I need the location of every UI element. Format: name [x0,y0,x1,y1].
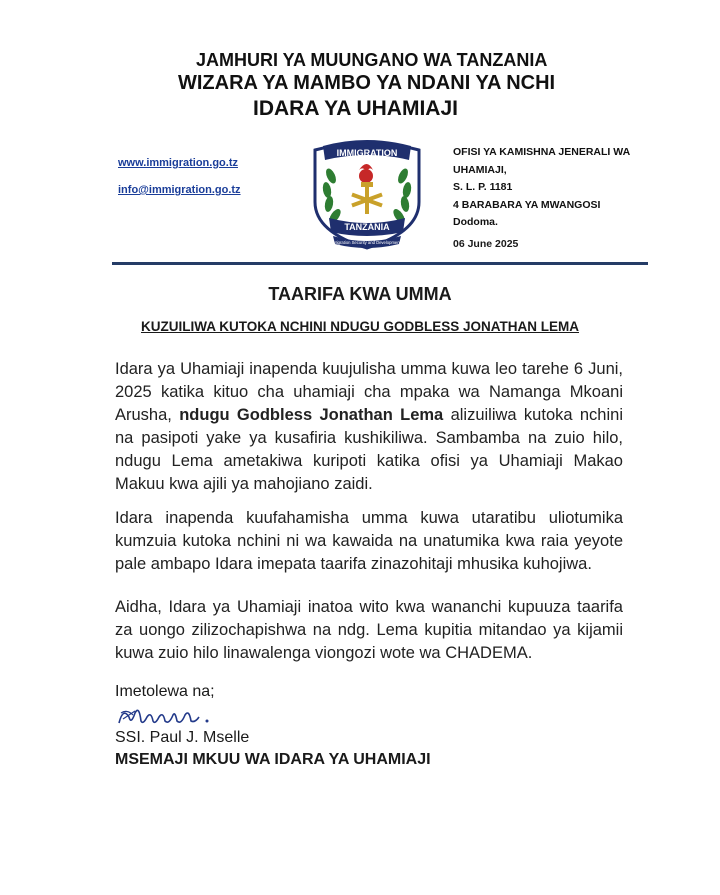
address-block [453,144,630,232]
signatory-role: MSEMAJI MKUU WA IDARA YA UHAMIAJI [115,751,431,768]
address-line-3: S. L. P. 1181 [453,181,513,193]
logo-bottom-text: TANZANIA [344,222,390,232]
address-line-2: UHAMIAJI, [453,163,507,176]
logo-top-text: IMMIGRATION [336,148,398,158]
paragraph-2: Idara inapenda kuufahamisha umma kuwa utaratibu uliotumika kumzuia kutoka nchini ni wa kawaida na unatumika kwa raia yeyote pale ambapo Idara imepata taarifa zinazohitaji mhusika kuhojiwa. [115,509,623,573]
header-divider [112,262,648,265]
email-link[interactable]: info@immigration.go.tz [118,184,241,196]
paragraph-1: Idara ya Uhamiaji inapenda kuujulisha umma kuwa leo tarehe 6 Juni, 2025 katika kituo cha uhamiaji cha mpaka wa Namanga Mkoani Arusha, ndugu Godbless Jonathan Lema alizuiliwa kutoka nchini na pasipoti yake ya kusafiria kushikiliwa. Sambamba na zuio hilo, ndugu Lema ametakiwa kuripoti katika ofisi ya Uhamiaji Makao Makuu kwa ajili ya mahojiano zaidi. [115,360,623,493]
address-line-1: OFISI YA KAMISHNA JENERALI WA [453,146,631,158]
immigration-logo [303,136,431,254]
address-line-5: Dodoma. [453,216,498,228]
issued-by-label: Imetolewa na; [115,683,215,700]
logo-motto: Migration Security and Development [333,240,401,245]
person-name: ndugu Godbless Jonathan Lema [179,406,444,424]
header-country: JAMHURI YA MUUNGANO WA TANZANIA [196,50,548,70]
website-link[interactable]: www.immigration.go.tz [118,157,238,169]
paragraph-3: Aidha, Idara ya Uhamiaji inatoa wito kwa wananchi kupuuza taarifa za uongo zilizochapishwa na ndg. Lema kupitia mitandao ya kijamii kuwa zuio hilo linawalenga viongozi wote wa CHADEMA. [115,598,623,662]
header-ministry: WIZARA YA MAMBO YA NDANI YA NCHI [178,72,556,94]
signature [115,703,215,731]
letter-date: 06 June 2025 [453,238,519,250]
header-department: IDARA YA UHAMIAJI [253,97,458,120]
signatory-name: SSI. Paul J. Mselle [115,729,250,746]
notice-title: TAARIFA KWA UMMA [268,284,452,304]
notice-subject: KUZUILIWA KUTOKA NCHINI NDUGU GODBLESS JONATHAN LEMA [141,319,579,334]
address-line-4: 4 BARABARA YA MWANGOSI [453,198,601,211]
